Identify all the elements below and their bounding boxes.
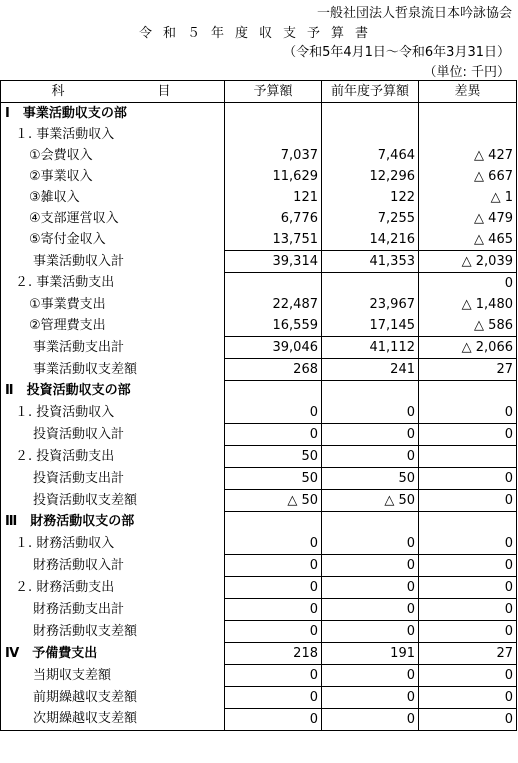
document-title: 令和５年度収支予算書 [138,26,379,41]
budget-cell: 0 [225,402,322,424]
table-row [1,381,517,403]
budget-cell: 22,487 [225,294,322,315]
table-row [1,273,517,295]
row-label: １. 財務活動収入 [1,533,225,555]
difference-cell: 27 [419,359,517,381]
prev-budget-cell: 0 [322,446,419,468]
difference-cell: 0 [419,709,517,731]
budget-cell: 16,559 [225,315,322,337]
prev-budget-cell: 50 [322,468,419,490]
row-label: Ⅳ 予備費支出 [1,643,225,665]
budget-cell: 0 [225,424,322,446]
prev-budget-cell: 41,353 [322,251,419,273]
budget-cell: 50 [225,468,322,490]
difference-cell: 0 [419,468,517,490]
prev-budget-cell: 0 [322,687,419,709]
budget-cell: 0 [225,687,322,709]
row-label: 投資活動収支差額 [1,490,225,512]
row-label: ②事業収入 [1,166,225,187]
table-row [1,468,517,490]
prev-budget-cell [322,512,419,534]
difference-cell [419,124,517,145]
row-label: 事業活動収支差額 [1,359,225,381]
budget-cell: 13,751 [225,229,322,251]
budget-cell: 0 [225,709,322,731]
prev-budget-cell: 0 [322,599,419,621]
prev-budget-cell: 0 [322,577,419,599]
prev-budget-cell: 14,216 [322,229,419,251]
row-label: ④支部運営収入 [1,208,225,229]
row-label: ２. 投資活動支出 [1,446,225,468]
table-row [1,665,517,687]
prev-budget-cell [322,273,419,295]
row-label: ⑤寄付金収入 [1,229,225,251]
budget-cell: 6,776 [225,208,322,229]
difference-cell: 0 [419,490,517,512]
prev-budget-cell: 17,145 [322,315,419,337]
prev-budget-cell: 241 [322,359,419,381]
table-row [1,145,517,166]
difference-cell: △ 667 [419,166,517,187]
table-row [1,124,517,145]
budget-cell: 50 [225,446,322,468]
table-row [1,402,517,424]
budget-cell: 0 [225,621,322,643]
table-row [1,166,517,187]
difference-cell: △ 479 [419,208,517,229]
budget-cell [225,381,322,403]
difference-cell: 0 [419,533,517,555]
budget-cell: 268 [225,359,322,381]
prev-budget-cell: 23,967 [322,294,419,315]
fiscal-period: （令和5年4月1日～令和6年3月31日） [283,45,510,60]
prev-budget-cell: 0 [322,424,419,446]
difference-cell [419,103,517,125]
table-row [1,643,517,665]
row-label: Ⅱ 投資活動収支の部 [1,381,225,403]
row-label: 事業活動支出計 [1,337,225,359]
table-row [1,208,517,229]
difference-cell: 0 [419,555,517,577]
difference-cell: 0 [419,599,517,621]
table-row [1,621,517,643]
prev-budget-cell: 0 [322,709,419,731]
prev-budget-cell: 0 [322,621,419,643]
table-row [1,103,517,125]
difference-cell: 0 [419,665,517,687]
budget-table [0,80,517,731]
difference-cell: 0 [419,687,517,709]
prev-budget-cell: 191 [322,643,419,665]
row-label: ２. 財務活動支出 [1,577,225,599]
budget-cell: 39,046 [225,337,322,359]
difference-cell: △ 586 [419,315,517,337]
prev-budget-cell: 7,464 [322,145,419,166]
row-label: 当期収支差額 [1,665,225,687]
budget-cell [225,273,322,295]
row-label: 次期繰越収支差額 [1,709,225,731]
row-label: ②管理費支出 [1,315,225,337]
difference-cell: △ 2,039 [419,251,517,273]
table-row [1,555,517,577]
unit-label: （単位: 千円） [423,65,510,80]
prev-budget-cell: △ 50 [322,490,419,512]
difference-cell: 0 [419,273,517,295]
row-label: 事業活動収入計 [1,251,225,273]
difference-cell: 27 [419,643,517,665]
table-row [1,577,517,599]
prev-budget-cell: 0 [322,402,419,424]
budget-cell: 0 [225,599,322,621]
prev-budget-cell: 0 [322,533,419,555]
column-header-prev-budget: 前年度予算額 [322,81,419,103]
table-body [1,103,517,731]
row-label: ①事業費支出 [1,294,225,315]
row-label: 投資活動支出計 [1,468,225,490]
row-label: 財務活動収支差額 [1,621,225,643]
budget-cell [225,103,322,125]
table-row [1,187,517,208]
difference-cell: △ 2,066 [419,337,517,359]
column-header-item: 科 目 [1,81,225,103]
budget-cell [225,512,322,534]
column-header-budget: 予算額 [225,81,322,103]
budget-cell: 0 [225,533,322,555]
prev-budget-cell: 0 [322,555,419,577]
difference-cell: 0 [419,621,517,643]
row-label: 前期繰越収支差額 [1,687,225,709]
budget-cell: 0 [225,665,322,687]
table-row [1,229,517,251]
row-label: 投資活動収入計 [1,424,225,446]
prev-budget-cell [322,103,419,125]
table-row [1,337,517,359]
budget-cell: 11,629 [225,166,322,187]
budget-cell: 121 [225,187,322,208]
organization-name: 一般社団法人哲泉流日本吟詠協会 [316,6,512,21]
row-label: 財務活動支出計 [1,599,225,621]
budget-cell: 0 [225,555,322,577]
table-row [1,687,517,709]
difference-cell: △ 427 [419,145,517,166]
prev-budget-cell: 122 [322,187,419,208]
budget-cell: 0 [225,577,322,599]
difference-cell: △ 465 [419,229,517,251]
table-row [1,359,517,381]
budget-cell [225,124,322,145]
prev-budget-cell [322,381,419,403]
difference-cell: 0 [419,424,517,446]
table-row [1,424,517,446]
table-row [1,599,517,621]
table-header-row [1,81,517,103]
row-label: ２. 事業活動支出 [1,273,225,295]
table-row [1,251,517,273]
row-label: 財務活動収入計 [1,555,225,577]
table-row [1,709,517,731]
row-label: Ⅰ 事業活動収支の部 [1,103,225,125]
difference-cell [419,446,517,468]
column-header-difference: 差異 [419,81,517,103]
prev-budget-cell: 41,112 [322,337,419,359]
table-row [1,315,517,337]
table-row [1,512,517,534]
difference-cell [419,381,517,403]
difference-cell: 0 [419,577,517,599]
difference-cell: 0 [419,402,517,424]
table-row [1,533,517,555]
row-label: ①会費収入 [1,145,225,166]
row-label: ③雑収入 [1,187,225,208]
budget-cell: 7,037 [225,145,322,166]
prev-budget-cell: 7,255 [322,208,419,229]
row-label: Ⅲ 財務活動収支の部 [1,512,225,534]
table-row [1,294,517,315]
row-label: １. 投資活動収入 [1,402,225,424]
budget-cell: 218 [225,643,322,665]
difference-cell: △ 1 [419,187,517,208]
difference-cell [419,512,517,534]
table-row [1,446,517,468]
budget-cell: 39,314 [225,251,322,273]
prev-budget-cell [322,124,419,145]
prev-budget-cell: 0 [322,665,419,687]
difference-cell: △ 1,480 [419,294,517,315]
budget-cell: △ 50 [225,490,322,512]
row-label: １. 事業活動収入 [1,124,225,145]
table-row [1,490,517,512]
prev-budget-cell: 12,296 [322,166,419,187]
